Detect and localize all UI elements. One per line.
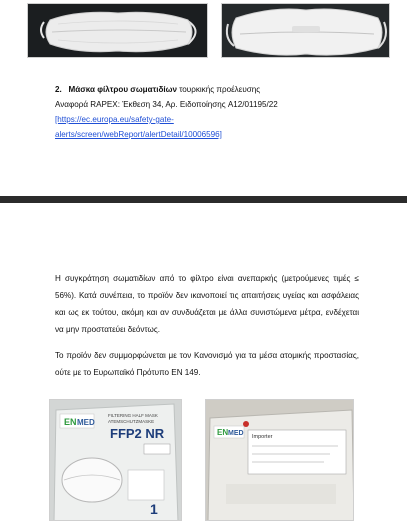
rapex-reference: Αναφορά RAPEX: Έκθεση 34, Αρ. Ειδοποίησης A12/01195/22	[55, 100, 278, 109]
non-compliance-paragraph: Το προϊόν δεν συμμορφώνεται με τον Κανονισμό για τα μέσα ατομικής προστασίας, ούτε με το Ευρωπαϊκό Πρότυπο EN 149.	[55, 351, 359, 377]
package-brand-med: MED	[77, 418, 95, 427]
mask-back-image	[222, 4, 390, 58]
safety-gate-link-part-1[interactable]: [https://ec.europa.eu/safety-gate-	[55, 115, 174, 124]
product-name: Μάσκα φίλτρου σωματιδίων	[68, 85, 177, 94]
mask-photo-back	[221, 3, 390, 58]
package-back-brand-en: EN	[217, 428, 229, 437]
package-count: 1	[150, 501, 158, 517]
document-page-top	[0, 0, 407, 196]
package-front-image	[50, 400, 182, 521]
package-brand-en: EN	[64, 417, 77, 427]
package-label-line-2: ATEMSCHUTZMASKE	[108, 419, 155, 424]
mask-front-image	[28, 4, 208, 58]
safety-gate-link-part-2[interactable]: alerts/screen/webReport/alertDetail/10006596]	[55, 130, 222, 139]
package-ffp2-label: FFP2 NR	[110, 426, 165, 441]
product-title-line	[55, 82, 375, 97]
finding-paragraph: Η συγκράτηση σωματιδίων από το φίλτρο είναι ανεπαρκής (μετρούμενες τιμές ≤ 56%). Κατά συνέπεια, το προϊόν δεν ικανοποιεί τις απαιτήσεις υγείας και ασφάλειας και ως εκ τούτου, ακόμη και αν συνδυάζεται με άλλα συνιστώμενα μέτρα, ενδέχεται να μην προστατεύει δεόντως.	[55, 274, 359, 334]
package-back-brand-med: MED	[228, 430, 244, 437]
importer-label: Importer	[252, 434, 273, 440]
page-break	[0, 196, 407, 203]
product-origin: τουρκικής προέλευσης	[176, 85, 261, 94]
package-photo-front	[49, 399, 182, 521]
package-back-image	[206, 400, 354, 521]
item-number: 2.	[55, 85, 62, 94]
product-item-2	[55, 82, 375, 142]
mask-photo-front	[27, 3, 208, 58]
package-photo-back	[205, 399, 354, 521]
package-label-line-1: FILTERING HALF MASK	[108, 413, 158, 418]
